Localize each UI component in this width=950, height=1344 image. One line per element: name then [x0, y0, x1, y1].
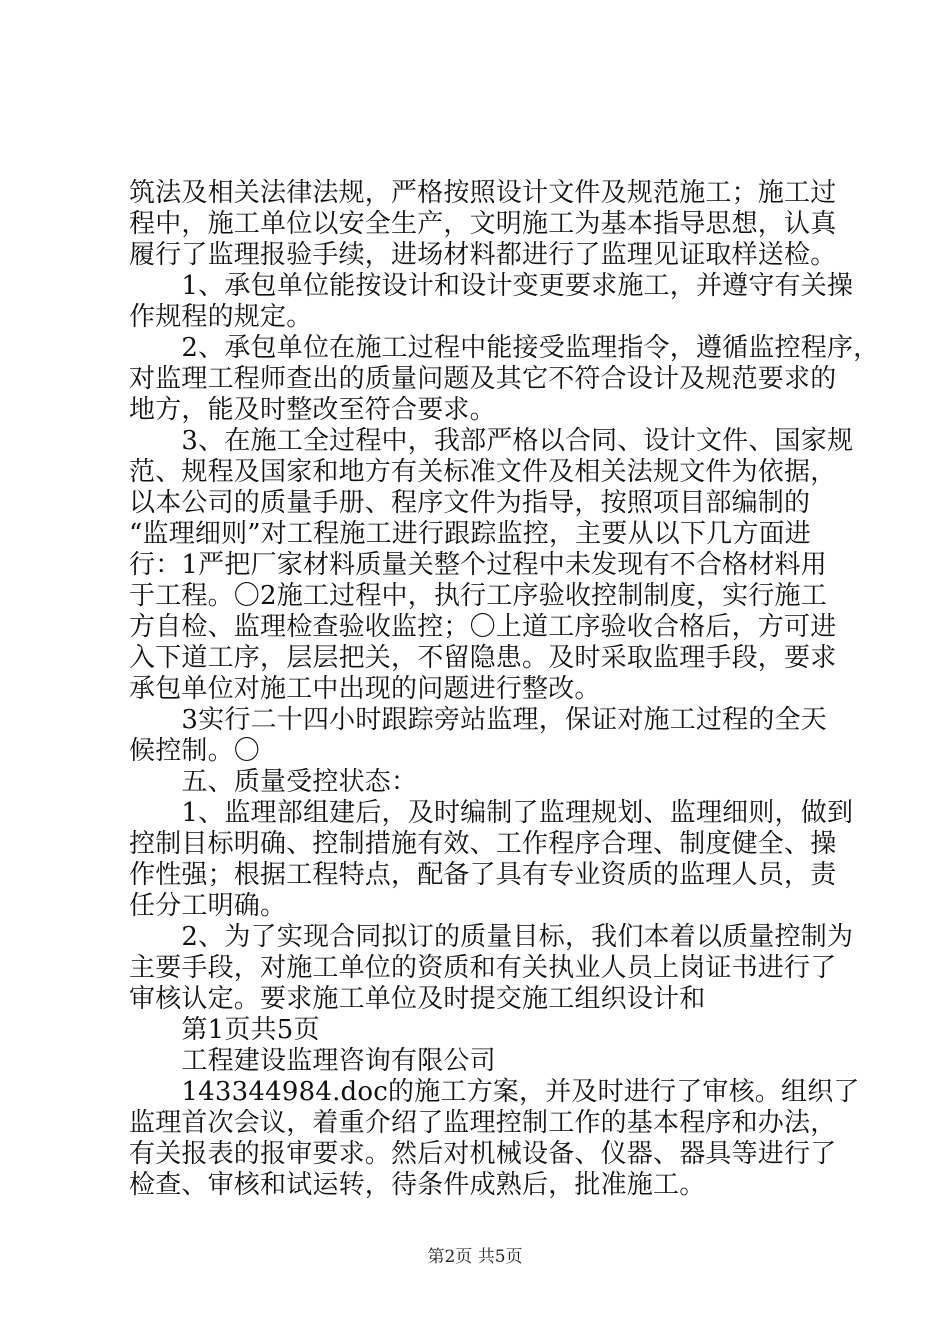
embedded-page-number: 第1页共5页 — [129, 1015, 320, 1045]
body-text-line: 对监理工程师查出的质量问题及其它不符合设计及规范要求的 — [129, 364, 837, 394]
body-text-line: 3、在施工全过程中，我部严格以合同、设计文件、国家规 — [129, 426, 854, 456]
body-text-line: 范、规程及国家和地方有关标准文件及相关法规文件为依据， — [129, 457, 837, 487]
body-text-line: 检查、审核和试运转，待条件成熟后，批准施工。 — [129, 1170, 706, 1200]
body-text-line: 于工程。〇2施工过程中，执行工序验收控制制度，实行施工 — [129, 581, 827, 611]
body-text-line: 行：1严把厂家材料质量关整个过程中未发现有不合格材料用 — [129, 550, 827, 580]
body-text-line: 3实行二十四小时跟踪旁站监理，保证对施工过程的全天 — [129, 705, 827, 735]
body-text-line: 2、承包单位在施工过程中能接受监理指令，遵循监控程序， — [129, 333, 880, 363]
body-text-line: 主要手段，对施工单位的资质和有关执业人员上岗证书进行了 — [129, 953, 837, 983]
company-name-line: 工程建设监理咨询有限公司 — [129, 1046, 496, 1076]
body-text-line: 作规程的规定。 — [129, 302, 313, 332]
body-text-line: 143344984.doc的施工方案，并及时进行了审核。组织了 — [129, 1077, 860, 1107]
page-footer: 第2页 共5页 — [427, 1247, 523, 1267]
body-text-line: 1、监理部组建后，及时编制了监理规划、监理细则，做到 — [129, 798, 854, 828]
section-heading: 五、质量受控状态： — [129, 767, 418, 797]
body-text-line: 2、为了实现合同拟订的质量目标，我们本着以质量控制为 — [129, 922, 854, 952]
body-text-line: 任分工明确。 — [129, 891, 287, 921]
body-text-line: 候控制。〇 — [129, 736, 261, 766]
body-text-line: 地方，能及时整改至符合要求。 — [129, 395, 496, 425]
body-text-line: 控制目标明确、控制措施有效、工作程序合理、制度健全、操 — [129, 829, 837, 859]
body-text-line: 程中，施工单位以安全生产，文明施工为基本指导思想，认真 — [129, 209, 837, 239]
body-text-line: 作性强；根据工程特点，配备了具有专业资质的监理人员，责 — [129, 860, 837, 890]
body-text-line: 筑法及相关法律法规，严格按照设计文件及规范施工；施工过 — [129, 178, 837, 208]
body-text-line: 方自检、监理检查验收监控；〇上道工序验收合格后，方可进 — [129, 612, 837, 642]
body-text-line: 1、承包单位能按设计和设计变更要求施工，并遵守有关操 — [129, 271, 854, 301]
body-text-line: 以本公司的质量手册、程序文件为指导，按照项目部编制的 — [129, 488, 811, 518]
body-text-line: 审核认定。要求施工单位及时提交施工组织设计和 — [129, 984, 706, 1014]
body-text-line: 监理首次会议，着重介绍了监理控制工作的基本程序和办法， — [129, 1108, 837, 1138]
body-text-line: “监理细则”对工程施工进行跟踪监控，主要从以下几方面进 — [129, 519, 811, 549]
body-text-line: 承包单位对施工中出现的问题进行整改。 — [129, 674, 601, 704]
body-text-line: 履行了监理报验手续，进场材料都进行了监理见证取样送检。 — [129, 240, 837, 270]
body-text-line: 入下道工序，层层把关，不留隐患。及时采取监理手段，要求 — [129, 643, 837, 673]
body-text-line: 有关报表的报审要求。然后对机械设备、仪器、器具等进行了 — [129, 1139, 837, 1169]
